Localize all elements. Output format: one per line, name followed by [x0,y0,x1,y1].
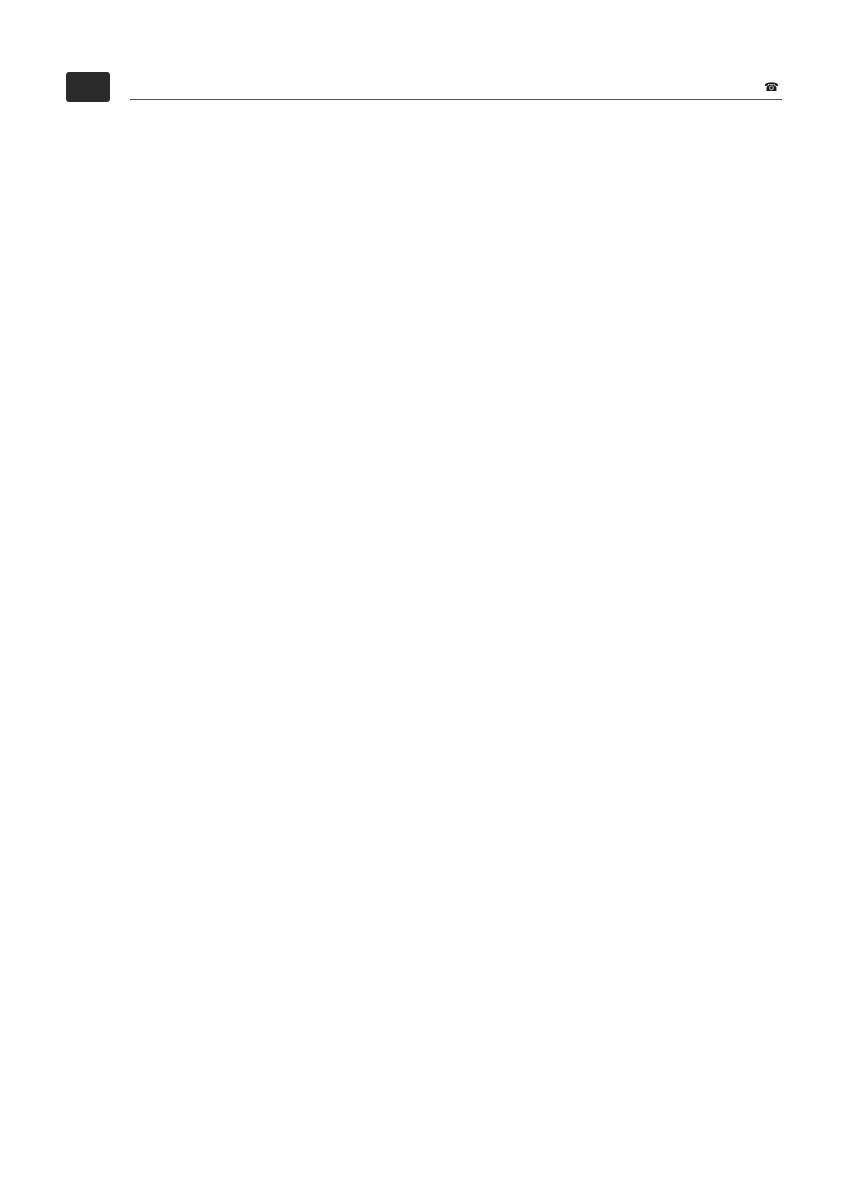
brand-logo [66,72,110,102]
phone-icon: ☎ [764,80,779,94]
header-divider [130,99,782,100]
page-header [66,66,782,106]
contact-phone [764,80,782,94]
